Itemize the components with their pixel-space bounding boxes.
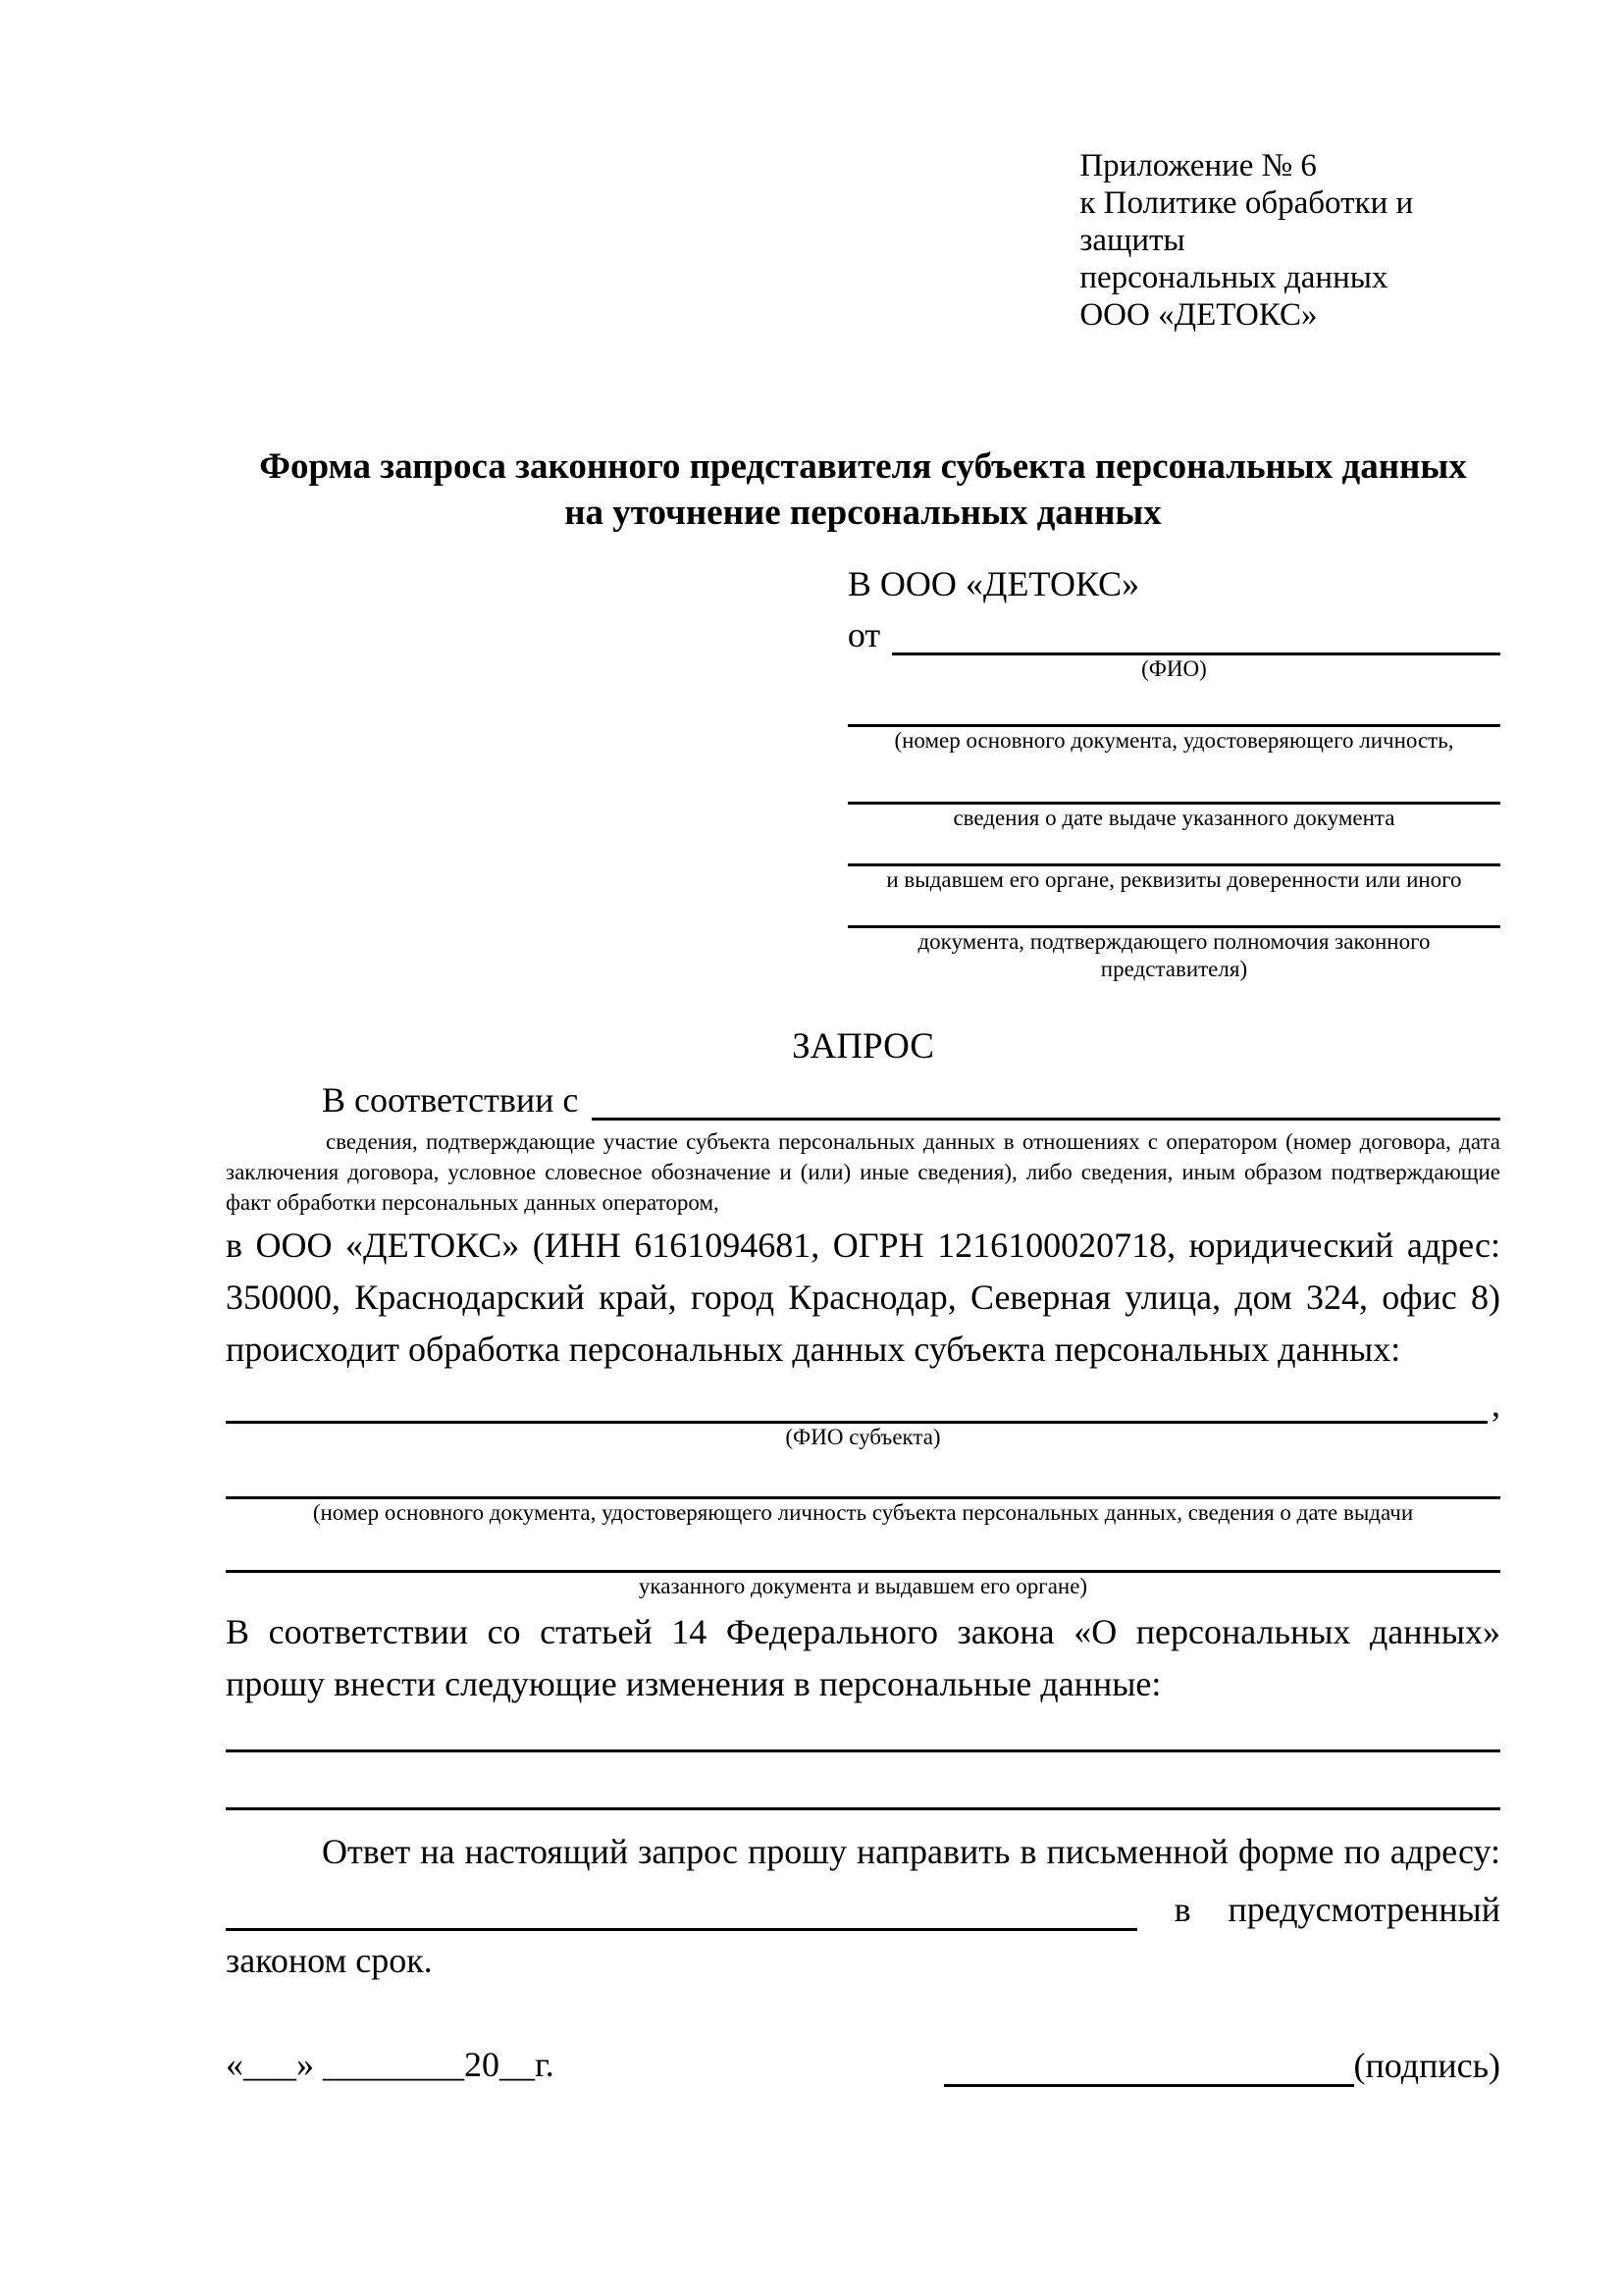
signature-caption: (подпись)	[1353, 2046, 1500, 2085]
annex-line: Приложение № 6	[1079, 148, 1317, 183]
subject-doc-field-line	[226, 1453, 1500, 1499]
basis-field-line	[592, 1118, 1500, 1121]
response-address-row	[226, 1878, 1500, 1931]
subject-fio-caption: (ФИО субъекта)	[785, 1425, 941, 1449]
document-title-line2: на уточнение персональных данных	[564, 493, 1162, 533]
annex-line: ООО «ДЕТОКС»	[1079, 297, 1318, 333]
representative-doc-field-line	[848, 755, 1500, 805]
subject-doc-caption: (номер основного документа, удостоверяющего личность субъекта персональных данных, сведения о дате выдачи	[312, 1500, 1414, 1525]
response-word-term: предусмотренный	[1228, 1890, 1500, 1929]
request-heading: ЗАПРОС	[792, 1026, 934, 1067]
trailing-comma: ,	[1492, 1384, 1500, 1424]
subject-fio-row	[226, 1380, 1500, 1424]
document-title-line1: Форма запроса законного представителя субъекта персональных данных	[259, 446, 1467, 487]
operator-paragraph: в ООО «ДЕТОКС» (ИНН 6161094681, ОГРН 1216100020718, юридический адрес: 350000, Краснодарский край, город Краснодар, Северная улица, дом 324, офис 8) происходит обработка персональных данных субъекта персональных данных:	[226, 1226, 1500, 1369]
signature-row	[226, 2042, 1500, 2087]
response-word-v: в	[1174, 1890, 1191, 1929]
response-paragraph-line1: Ответ на настоящий запрос прошу направить в письменной форме по адресу:	[322, 1832, 1500, 1871]
fio-caption: (ФИО)	[1141, 656, 1207, 681]
signature-field-line	[944, 2043, 1354, 2087]
representative-doc-field-line	[848, 832, 1500, 866]
field-caption: и выдавшем его органе, реквизиты доверенности или иного	[886, 867, 1462, 892]
addressee-to: В ООО «ДЕТОКС»	[847, 564, 1140, 603]
changes-field-line	[226, 1752, 1500, 1810]
changes-field-line	[226, 1710, 1500, 1752]
addressee-block	[848, 561, 1500, 983]
address-field-line	[226, 1928, 1137, 1931]
law-paragraph: В соответствии со статьей 14 Федерального закона «О персональных данных» прошу внести следующие изменения в персональные данные:	[226, 1612, 1500, 1703]
date-blank: «___» ________20__г.	[226, 2045, 554, 2084]
from-row	[848, 606, 1500, 655]
field-caption: (номер основного документа, удостоверяющего личность,	[894, 728, 1454, 753]
subject-doc-caption: указанного документа и выдавшем его органе)	[638, 1574, 1088, 1598]
annex-header	[1079, 147, 1500, 334]
intro-label: В соответствии с	[322, 1080, 579, 1120]
basis-note: сведения, подтверждающие участие субъекта персональных данных в отношениях с оператором (номер договора, дата заключения договора, условное словесное обозначение и (или) иные сведения), либо сведения, иным образом подтверждающие факт обработки персональных данных оператором,	[226, 1129, 1500, 1215]
field-caption: документа, подтверждающего полномочия законного представителя)	[917, 929, 1431, 981]
document-title	[226, 444, 1500, 536]
annex-line: персональных данных	[1079, 260, 1388, 295]
annex-line: к Политике обработки и защиты	[1079, 185, 1414, 258]
from-label: от	[847, 615, 881, 654]
subject-doc-field-line	[226, 1531, 1500, 1573]
signature-field	[944, 2043, 1500, 2087]
response-paragraph-line3: законом срок.	[226, 1941, 433, 1980]
request-intro-row	[226, 1071, 1500, 1121]
representative-doc-field-line	[848, 894, 1500, 928]
subject-fio-field-line	[226, 1380, 1488, 1424]
representative-doc-field-line	[848, 683, 1500, 727]
field-caption: сведения о дате выдаче указанного документа	[953, 806, 1395, 830]
